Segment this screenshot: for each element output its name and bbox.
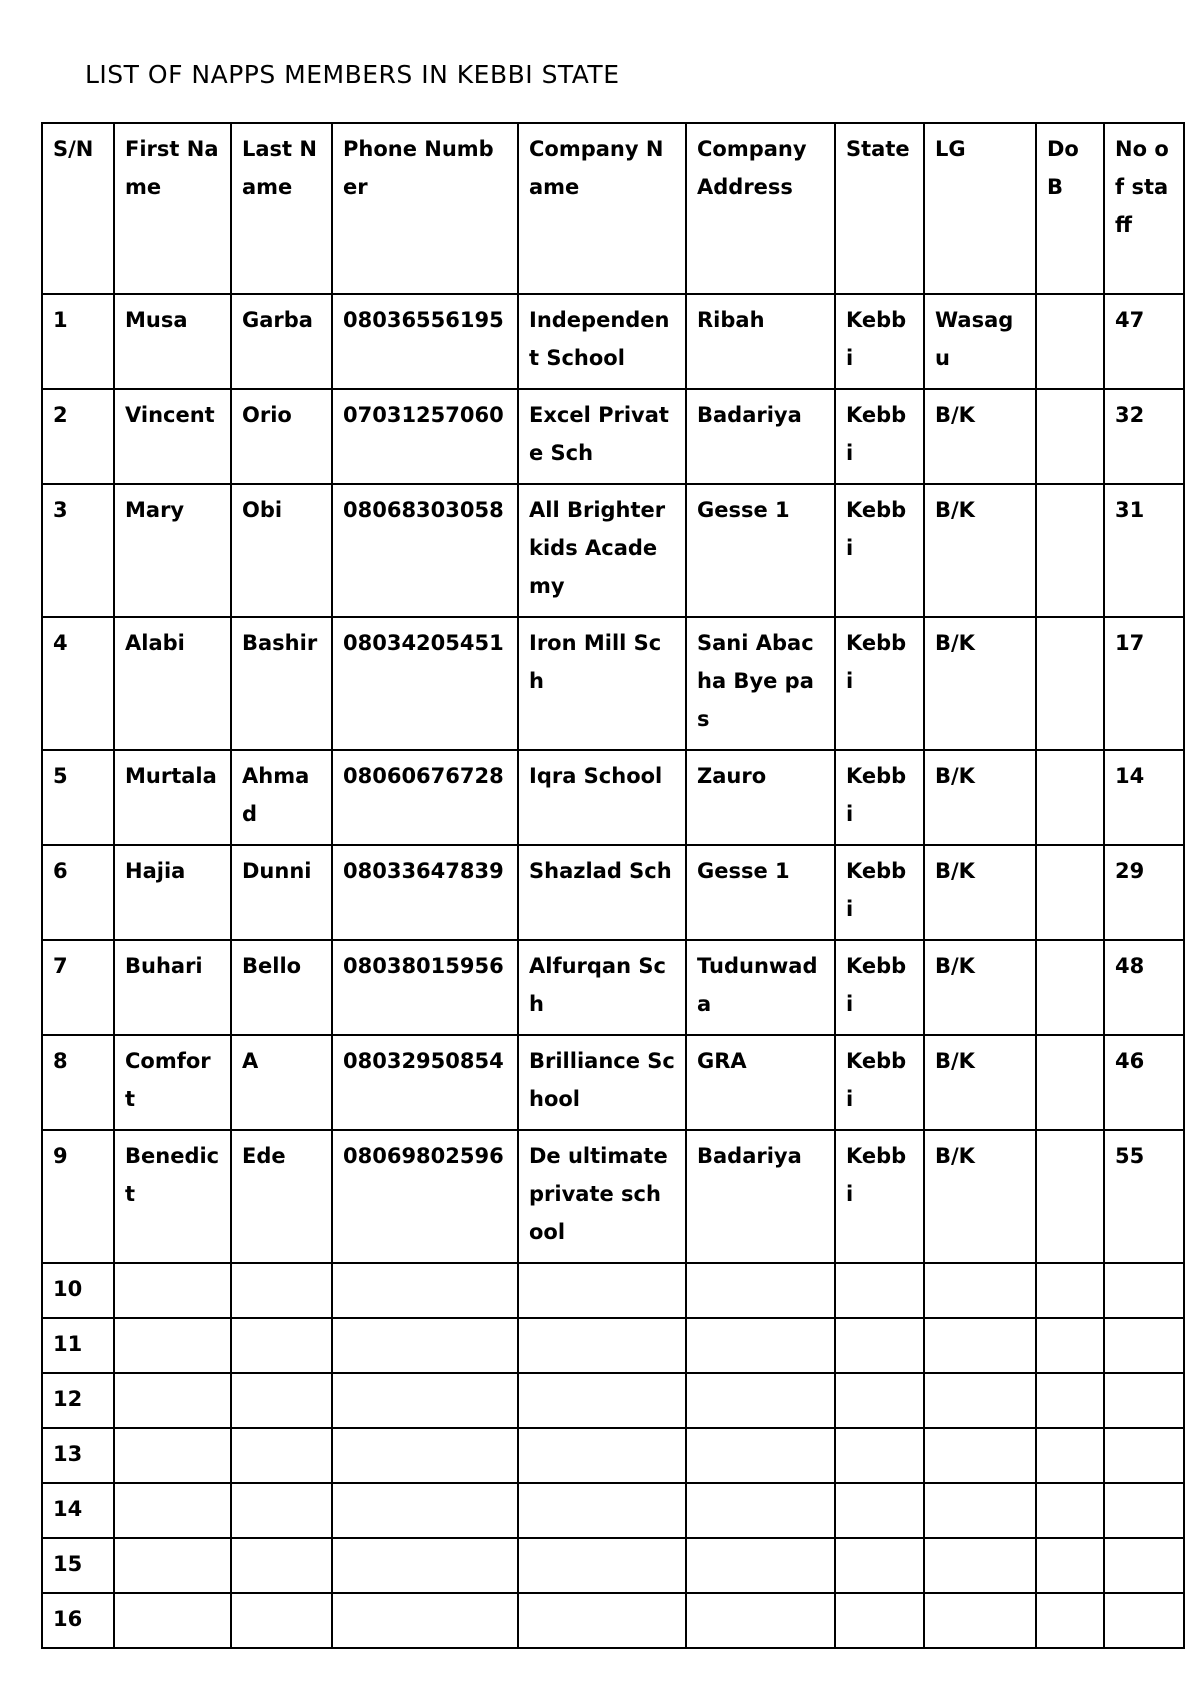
table-row — [42, 1373, 1184, 1428]
header-staff-count: No of staff — [1104, 123, 1184, 294]
cell-phone-number: 08033647839 — [332, 845, 518, 940]
cell-company-name — [518, 1538, 686, 1593]
table-row — [42, 1593, 1184, 1648]
cell-last-name — [231, 1373, 332, 1428]
cell-company-address — [686, 1428, 835, 1483]
cell-company-name: De ultimate private school — [518, 1130, 686, 1263]
cell-dob — [1036, 845, 1104, 940]
cell-sn: 15 — [42, 1538, 114, 1593]
cell-company-name — [518, 1318, 686, 1373]
cell-last-name: Dunni — [231, 845, 332, 940]
cell-dob — [1036, 294, 1104, 389]
cell-last-name: Obi — [231, 484, 332, 617]
cell-dob — [1036, 1428, 1104, 1483]
cell-staff-count: 31 — [1104, 484, 1184, 617]
cell-last-name: Ahmad — [231, 750, 332, 845]
cell-sn: 3 — [42, 484, 114, 617]
cell-last-name: Ede — [231, 1130, 332, 1263]
cell-last-name: A — [231, 1035, 332, 1130]
cell-phone-number: 08034205451 — [332, 617, 518, 750]
cell-first-name — [114, 1318, 231, 1373]
cell-dob — [1036, 1538, 1104, 1593]
table-row — [42, 845, 1184, 940]
cell-sn: 2 — [42, 389, 114, 484]
cell-first-name — [114, 1263, 231, 1318]
cell-phone-number: 08032950854 — [332, 1035, 518, 1130]
cell-staff-count: 32 — [1104, 389, 1184, 484]
cell-staff-count: 48 — [1104, 940, 1184, 1035]
cell-staff-count — [1104, 1263, 1184, 1318]
cell-company-name — [518, 1483, 686, 1538]
cell-last-name: Bashir — [231, 617, 332, 750]
cell-last-name: Bello — [231, 940, 332, 1035]
cell-company-name: Excel Private Sch — [518, 389, 686, 484]
cell-lg — [924, 1428, 1036, 1483]
cell-phone-number — [332, 1263, 518, 1318]
cell-company-name: Brilliance School — [518, 1035, 686, 1130]
cell-lg: B/K — [924, 484, 1036, 617]
cell-sn: 12 — [42, 1373, 114, 1428]
cell-company-address: Gesse 1 — [686, 845, 835, 940]
cell-first-name: Benedict — [114, 1130, 231, 1263]
header-first-name: First Name — [114, 123, 231, 294]
cell-lg — [924, 1373, 1036, 1428]
cell-state — [835, 1483, 924, 1538]
cell-first-name: Vincent — [114, 389, 231, 484]
cell-first-name: Alabi — [114, 617, 231, 750]
cell-first-name: Comfort — [114, 1035, 231, 1130]
cell-lg: Wasagu — [924, 294, 1036, 389]
cell-sn: 5 — [42, 750, 114, 845]
cell-company-name: Shazlad Sch — [518, 845, 686, 940]
cell-phone-number: 07031257060 — [332, 389, 518, 484]
cell-phone-number — [332, 1373, 518, 1428]
table-row — [42, 1035, 1184, 1130]
cell-last-name — [231, 1483, 332, 1538]
cell-staff-count: 29 — [1104, 845, 1184, 940]
cell-company-address: Tudunwada — [686, 940, 835, 1035]
cell-state: Kebbi — [835, 750, 924, 845]
cell-company-address: Sani Abacha Bye pas — [686, 617, 835, 750]
cell-lg — [924, 1263, 1036, 1318]
cell-company-address: Zauro — [686, 750, 835, 845]
cell-company-address: Gesse 1 — [686, 484, 835, 617]
cell-state: Kebbi — [835, 940, 924, 1035]
cell-staff-count: 47 — [1104, 294, 1184, 389]
cell-sn: 4 — [42, 617, 114, 750]
cell-phone-number: 08068303058 — [332, 484, 518, 617]
cell-dob — [1036, 940, 1104, 1035]
cell-first-name: Hajia — [114, 845, 231, 940]
cell-staff-count — [1104, 1428, 1184, 1483]
cell-last-name — [231, 1593, 332, 1648]
cell-state — [835, 1318, 924, 1373]
table-row — [42, 1538, 1184, 1593]
cell-phone-number — [332, 1428, 518, 1483]
cell-first-name — [114, 1538, 231, 1593]
cell-company-address: GRA — [686, 1035, 835, 1130]
table-row — [42, 1483, 1184, 1538]
cell-company-address: Ribah — [686, 294, 835, 389]
header-company-name: Company Name — [518, 123, 686, 294]
cell-dob — [1036, 1318, 1104, 1373]
header-dob: DoB — [1036, 123, 1104, 294]
cell-last-name — [231, 1318, 332, 1373]
cell-dob — [1036, 1130, 1104, 1263]
cell-lg: B/K — [924, 1130, 1036, 1263]
table-row — [42, 294, 1184, 389]
cell-staff-count — [1104, 1538, 1184, 1593]
cell-first-name — [114, 1373, 231, 1428]
cell-lg: B/K — [924, 1035, 1036, 1130]
cell-first-name — [114, 1428, 231, 1483]
cell-company-address — [686, 1263, 835, 1318]
cell-lg: B/K — [924, 845, 1036, 940]
table-row — [42, 1130, 1184, 1263]
cell-lg — [924, 1318, 1036, 1373]
cell-dob — [1036, 1263, 1104, 1318]
cell-company-name: Iron Mill Sch — [518, 617, 686, 750]
cell-company-name — [518, 1263, 686, 1318]
cell-dob — [1036, 1035, 1104, 1130]
cell-phone-number — [332, 1593, 518, 1648]
cell-company-address — [686, 1483, 835, 1538]
cell-staff-count: 55 — [1104, 1130, 1184, 1263]
cell-sn: 7 — [42, 940, 114, 1035]
cell-state — [835, 1373, 924, 1428]
cell-sn: 13 — [42, 1428, 114, 1483]
cell-company-address — [686, 1318, 835, 1373]
cell-lg — [924, 1483, 1036, 1538]
cell-company-address: Badariya — [686, 1130, 835, 1263]
cell-company-name — [518, 1428, 686, 1483]
cell-state — [835, 1538, 924, 1593]
document-title: LIST OF NAPPS MEMBERS IN KEBBI STATE — [85, 60, 620, 89]
table-row — [42, 484, 1184, 617]
cell-state — [835, 1263, 924, 1318]
table-row — [42, 389, 1184, 484]
cell-sn: 1 — [42, 294, 114, 389]
cell-last-name: Garba — [231, 294, 332, 389]
table-row — [42, 1263, 1184, 1318]
header-sn: S/N — [42, 123, 114, 294]
cell-phone-number: 08038015956 — [332, 940, 518, 1035]
cell-staff-count: 46 — [1104, 1035, 1184, 1130]
cell-sn: 16 — [42, 1593, 114, 1648]
cell-dob — [1036, 1483, 1104, 1538]
cell-state: Kebbi — [835, 845, 924, 940]
table-body — [42, 294, 1184, 1648]
cell-dob — [1036, 750, 1104, 845]
cell-lg: B/K — [924, 389, 1036, 484]
cell-sn: 14 — [42, 1483, 114, 1538]
cell-dob — [1036, 389, 1104, 484]
cell-staff-count: 17 — [1104, 617, 1184, 750]
cell-state — [835, 1428, 924, 1483]
cell-phone-number: 08036556195 — [332, 294, 518, 389]
cell-sn: 9 — [42, 1130, 114, 1263]
cell-state: Kebbi — [835, 294, 924, 389]
cell-company-name: All Brighter kids Academy — [518, 484, 686, 617]
cell-staff-count — [1104, 1318, 1184, 1373]
table-row — [42, 940, 1184, 1035]
cell-first-name: Musa — [114, 294, 231, 389]
cell-dob — [1036, 1373, 1104, 1428]
cell-sn: 6 — [42, 845, 114, 940]
cell-state: Kebbi — [835, 1035, 924, 1130]
header-phone-number: Phone Number — [332, 123, 518, 294]
table-row — [42, 1428, 1184, 1483]
cell-phone-number: 08060676728 — [332, 750, 518, 845]
cell-state — [835, 1593, 924, 1648]
cell-last-name — [231, 1428, 332, 1483]
cell-sn: 8 — [42, 1035, 114, 1130]
cell-company-address — [686, 1538, 835, 1593]
table-row — [42, 750, 1184, 845]
cell-lg — [924, 1538, 1036, 1593]
cell-phone-number — [332, 1318, 518, 1373]
cell-dob — [1036, 484, 1104, 617]
cell-phone-number — [332, 1483, 518, 1538]
cell-company-address — [686, 1593, 835, 1648]
cell-sn: 10 — [42, 1263, 114, 1318]
cell-staff-count — [1104, 1373, 1184, 1428]
header-last-name: Last Name — [231, 123, 332, 294]
cell-staff-count: 14 — [1104, 750, 1184, 845]
table-row — [42, 1318, 1184, 1373]
cell-first-name: Mary — [114, 484, 231, 617]
cell-first-name — [114, 1483, 231, 1538]
cell-first-name: Buhari — [114, 940, 231, 1035]
cell-company-name: Alfurqan Sch — [518, 940, 686, 1035]
cell-dob — [1036, 617, 1104, 750]
cell-phone-number: 08069802596 — [332, 1130, 518, 1263]
header-state: State — [835, 123, 924, 294]
cell-company-address — [686, 1373, 835, 1428]
cell-lg: B/K — [924, 617, 1036, 750]
cell-phone-number — [332, 1538, 518, 1593]
cell-company-name — [518, 1373, 686, 1428]
cell-lg: B/K — [924, 750, 1036, 845]
cell-company-address: Badariya — [686, 389, 835, 484]
cell-state: Kebbi — [835, 617, 924, 750]
header-row — [42, 123, 1184, 294]
table-row — [42, 617, 1184, 750]
cell-state: Kebbi — [835, 484, 924, 617]
header-lg: LG — [924, 123, 1036, 294]
cell-first-name — [114, 1593, 231, 1648]
cell-last-name — [231, 1263, 332, 1318]
cell-state: Kebbi — [835, 389, 924, 484]
members-table — [41, 122, 1185, 1649]
cell-lg: B/K — [924, 940, 1036, 1035]
cell-last-name: Orio — [231, 389, 332, 484]
cell-lg — [924, 1593, 1036, 1648]
cell-company-name: Independent School — [518, 294, 686, 389]
header-company-address: Company Address — [686, 123, 835, 294]
cell-sn: 11 — [42, 1318, 114, 1373]
cell-staff-count — [1104, 1593, 1184, 1648]
cell-state: Kebbi — [835, 1130, 924, 1263]
cell-staff-count — [1104, 1483, 1184, 1538]
cell-company-name: Iqra School — [518, 750, 686, 845]
cell-last-name — [231, 1538, 332, 1593]
cell-company-name — [518, 1593, 686, 1648]
cell-dob — [1036, 1593, 1104, 1648]
cell-first-name: Murtala — [114, 750, 231, 845]
